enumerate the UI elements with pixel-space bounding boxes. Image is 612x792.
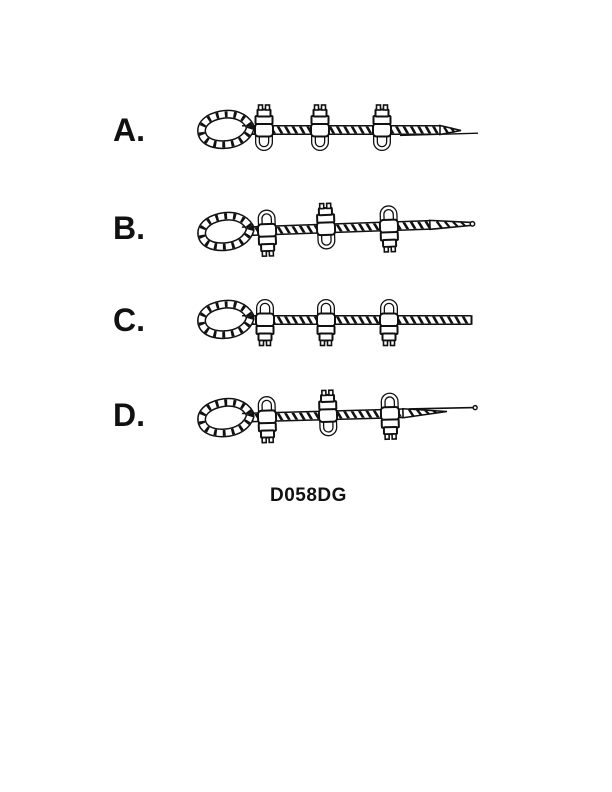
option-label-b: B. [113, 210, 145, 246]
figure-option-row-b [0, 194, 612, 266]
option-label-d: D. [113, 397, 145, 433]
figure-code: D058DG [270, 485, 347, 506]
option-label-a: A. [113, 112, 145, 148]
figure-option-row-d [0, 381, 612, 453]
figure-option-row-c [0, 286, 612, 358]
figure-option-row-a [0, 96, 612, 168]
wire-rope-clip-diagram-d [195, 381, 485, 453]
option-label-c: C. [113, 302, 145, 338]
wire-rope-clip-diagram-a [195, 96, 485, 168]
wire-rope-clip-diagram-c [195, 286, 485, 358]
wire-rope-clip-diagram-b [195, 194, 485, 266]
